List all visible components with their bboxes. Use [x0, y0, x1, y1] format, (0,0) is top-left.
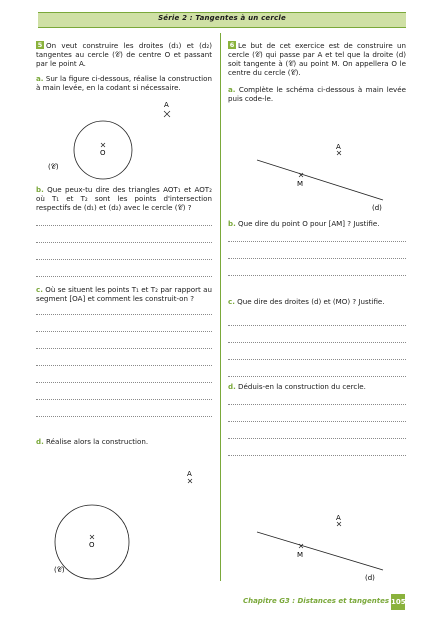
answer-line[interactable] — [36, 314, 212, 315]
ex6-question-b — [228, 219, 406, 228]
ex5-intro-text: On veut construire les droites (d₁) et (d₂) tangentes au cercle (𝒞) de centre O et passant par le point A. — [36, 41, 212, 68]
label-m: M — [297, 180, 304, 188]
ex6-a-letter: a. — [228, 85, 236, 94]
page-number: 105 — [391, 594, 405, 610]
series-header-band — [38, 12, 406, 28]
cross-a — [164, 111, 170, 117]
ex5-b-letter: b. — [36, 185, 44, 194]
chapter-footer: Chapitre G3 : Distances et tangentes — [242, 597, 389, 605]
label-a: A — [164, 101, 169, 109]
ex6-intro-text: Le but de cet exercice est de construire un cercle (𝒞) qui passe par A et tel que la droite (d) soit tangente à (𝒞) au point M. On appellera O le centre du cercle (𝒞). — [228, 41, 406, 77]
ex5-figure-top — [40, 95, 210, 180]
ex6-figure-top — [225, 138, 410, 213]
ex5-figure-bottom — [40, 465, 215, 580]
ex5-intro — [36, 41, 212, 68]
label-circle-c: (𝒞) — [54, 566, 65, 574]
label-o: O — [100, 149, 106, 157]
answer-line[interactable] — [36, 365, 212, 366]
cross-a — [337, 151, 341, 155]
answer-line[interactable] — [228, 438, 406, 439]
label-m: M — [297, 551, 304, 559]
ex5-question-c — [36, 285, 212, 303]
ex5-number-badge: 5 — [37, 41, 43, 49]
ex6-c-letter: c. — [228, 297, 235, 306]
ex5-c-text: Où se situent les points T₁ et T₂ par rapport au segment [OA] et comment les construit-on ? — [36, 285, 212, 303]
ex6-question-c — [228, 297, 406, 306]
answer-line[interactable] — [228, 404, 406, 405]
label-o: O — [89, 541, 95, 549]
answer-line[interactable] — [228, 275, 406, 276]
cross-a — [188, 479, 192, 483]
ex6-a-text: Complète le schéma ci-dessous à main levée puis code-le. — [228, 85, 406, 103]
answer-line[interactable] — [36, 399, 212, 400]
ex5-question-b — [36, 185, 212, 212]
answer-line[interactable] — [228, 421, 406, 422]
ex6-d-text: Déduis-en la construction du cercle. — [238, 382, 366, 391]
ex6-figure-bottom — [225, 510, 410, 585]
label-a: A — [187, 470, 192, 478]
ex6-question-a — [228, 85, 406, 103]
ex6-question-d — [228, 382, 406, 391]
answer-line[interactable] — [228, 258, 406, 259]
ex5-c-letter: c. — [36, 285, 43, 294]
cross-o — [101, 143, 105, 147]
label-a: A — [336, 143, 341, 151]
ex6-b-letter: b. — [228, 219, 236, 228]
answer-line[interactable] — [228, 455, 406, 456]
ex6-c-text: Que dire des droites (d) et (MO) ? Justifie. — [237, 297, 385, 306]
answer-line[interactable] — [228, 359, 406, 360]
ex5-d-text: Réalise alors la construction. — [46, 437, 149, 446]
ex5-d-letter: d. — [36, 437, 44, 446]
answer-line[interactable] — [228, 342, 406, 343]
series-title: Série 2 : Tangentes à un cercle — [158, 14, 286, 22]
answer-line[interactable] — [36, 348, 212, 349]
ex6-number-badge: 6 — [229, 41, 235, 49]
answer-line[interactable] — [36, 331, 212, 332]
answer-line[interactable] — [228, 241, 406, 242]
answer-line[interactable] — [36, 242, 212, 243]
answer-line[interactable] — [228, 325, 406, 326]
line-d — [257, 160, 383, 200]
label-line-d: (d) — [365, 574, 375, 582]
label-a: A — [336, 514, 341, 522]
cross-a — [337, 522, 341, 526]
answer-line[interactable] — [36, 416, 212, 417]
answer-line[interactable] — [36, 225, 212, 226]
ex5-a-letter: a. — [36, 74, 44, 83]
ex5-b-text: Que peux-tu dire des triangles AOT₁ et AOT₂ où T₁ et T₂ sont les points d'intersection respectifs de (d₁) et (d₂) avec le cercle (𝒞) ? — [36, 185, 212, 212]
ex5-a-text: Sur la figure ci-dessous, réalise la construction à main levée, en la codant si nécessaire. — [36, 74, 212, 92]
answer-line[interactable] — [36, 259, 212, 260]
line-d — [257, 532, 383, 570]
ex6-d-letter: d. — [228, 382, 236, 391]
label-circle-c: (𝒞) — [48, 163, 59, 171]
cross-o — [90, 535, 94, 539]
answer-line[interactable] — [36, 276, 212, 277]
label-line-d: (d) — [372, 204, 382, 212]
ex6-b-text: Que dire du point O pour [AM] ? Justifie. — [238, 219, 380, 228]
ex6-intro — [228, 41, 406, 77]
answer-line[interactable] — [36, 382, 212, 383]
ex5-question-d — [36, 437, 212, 446]
column-divider — [220, 33, 221, 581]
ex5-question-a — [36, 74, 212, 92]
answer-line[interactable] — [228, 376, 406, 377]
